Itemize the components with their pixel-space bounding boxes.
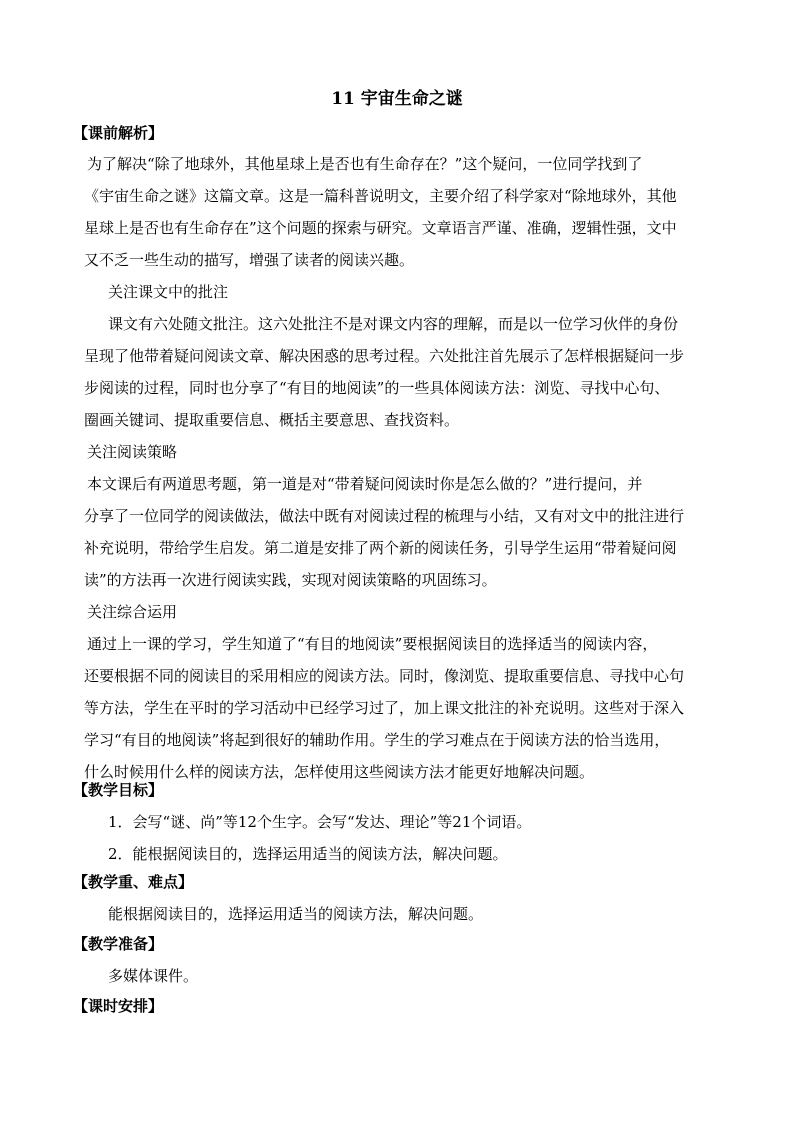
paragraph-line: 学习“有目的地阅读”将起到很好的辅助作用。学生的学习难点在于阅读方法的恰当选用， (84, 731, 670, 749)
paragraph-line: 通过上一课的学习，学生知道了“有目的地阅读”要根据阅读目的选择适当的阅读内容， (87, 635, 658, 653)
paragraph-line: 还要根据不同的阅读目的采用相应的阅读方法。同时，像浏览、提取重要信息、寻找中心句 (84, 667, 685, 685)
paragraph-line: 课文有六处随文批注。这六处批注不是对课文内容的理解，而是以一位学习伙伴的身份 (108, 315, 679, 333)
heading-key-difficult-points: 【教学重、难点】 (73, 873, 194, 891)
paragraph-line: 又不乏一些生动的描写，增强了读者的阅读兴趣。 (84, 251, 415, 269)
paragraph-line: 什么时候用什么样的阅读方法，怎样使用这些阅读方法才能更好地解决问题。 (84, 763, 595, 781)
heading-teaching-preparation: 【教学准备】 (73, 935, 164, 953)
subheading-reading-strategy: 关注阅读策略 (87, 443, 178, 461)
page-title: 11 宇宙生命之谜 (331, 89, 463, 109)
paragraph-line: 呈现了他带着疑问阅读文章、解决困惑的思考过程。六处批注首先展示了怎样根据疑问一步 (84, 347, 685, 365)
heading-preview-analysis: 【课前解析】 (73, 124, 164, 142)
subheading-comprehensive-use: 关注综合运用 (87, 603, 178, 621)
paragraph-line: 星球上是否也有生命存在”这个问题的探索与研究。文章语言严谨、准确，逻辑性强，文中 (84, 219, 677, 237)
heading-class-schedule: 【课时安排】 (73, 997, 164, 1015)
paragraph-line: 本文课后有两道思考题，第一道是对“带着疑问阅读时你是怎么做的？”进行提问，并 (87, 475, 643, 493)
paragraph-line: 《宇宙生命之谜》这篇文章。这是一篇科普说明文，主要介绍了科学家对“除地球外，其他 (84, 187, 677, 205)
paragraph-line: 能根据阅读目的，选择运用适当的阅读方法，解决问题。 (108, 905, 484, 923)
paragraph-line: 分享了一位同学的阅读做法，做法中既有对阅读过程的梳理与小结，又有对文中的批注进行 (84, 507, 685, 525)
subheading-annotations: 关注课文中的批注 (108, 283, 229, 301)
heading-teaching-goals: 【教学目标】 (73, 781, 164, 799)
paragraph-line: 读”的方法再一次进行阅读实践，实现对阅读策略的巩固练习。 (84, 571, 497, 589)
paragraph-line: 补充说明，带给学生启发。第二道是安排了两个新的阅读任务，引导学生运用“带着疑问阅 (84, 539, 677, 557)
goal-item: 2．能根据阅读目的，选择运用适当的阅读方法，解决问题。 (108, 845, 508, 863)
paragraph-line: 等方法，学生在平时的学习活动中已经学习过了，加上课文批注的补充说明。这些对于深入 (84, 699, 685, 717)
paragraph-line: 步阅读的过程，同时也分享了“有目的地阅读”的一些具体阅读方法：浏览、寻找中心句、 (84, 379, 670, 397)
goal-item: 1．会写“谜、尚”等12个生字。会写“发达、理论”等21个词语。 (108, 813, 532, 831)
paragraph-line: 圈画关键词、提取重要信息、概括主要意思、查找资料。 (84, 411, 460, 429)
paragraph-line: 多媒体课件。 (108, 967, 199, 985)
paragraph-line: 为了解决“除了地球外，其他星球上是否也有生命存在？”这个疑问，一位同学找到了 (87, 155, 643, 173)
